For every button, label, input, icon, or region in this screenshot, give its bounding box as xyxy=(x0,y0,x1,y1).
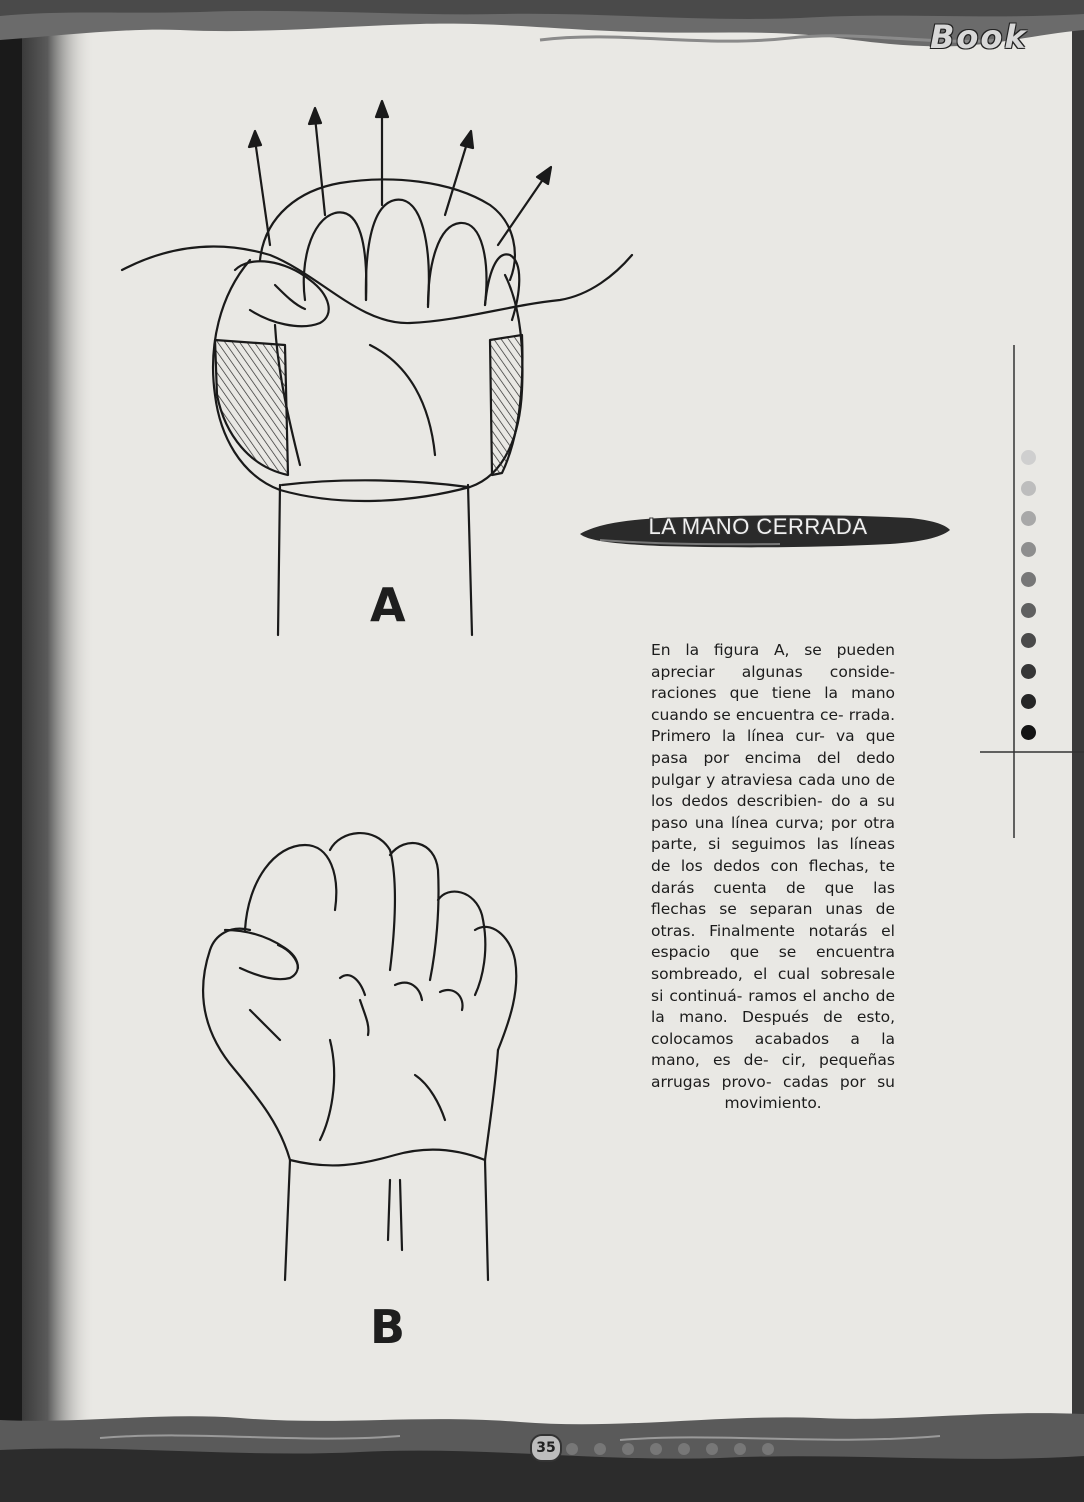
footer-dot xyxy=(594,1443,606,1455)
figure-a-drawing xyxy=(110,95,650,640)
figure-b-drawing xyxy=(190,820,550,1290)
side-dot xyxy=(1021,694,1036,709)
footer-dot xyxy=(734,1443,746,1455)
page-number: 35 xyxy=(530,1434,562,1462)
footer-dot xyxy=(566,1443,578,1455)
section-title: LA MANO CERRADA xyxy=(648,514,868,539)
side-dot xyxy=(1021,511,1036,526)
footer-dot xyxy=(678,1443,690,1455)
side-dot xyxy=(1021,572,1036,587)
footer-dot xyxy=(622,1443,634,1455)
footer-dot xyxy=(650,1443,662,1455)
footer-dot xyxy=(762,1443,774,1455)
figure-a-label: A xyxy=(370,578,406,632)
book-header-label: Book xyxy=(930,18,1028,56)
side-dot xyxy=(1021,725,1036,740)
side-dot-column xyxy=(1021,450,1041,755)
side-dot xyxy=(1021,481,1036,496)
figure-b-label: B xyxy=(370,1300,406,1354)
side-dot xyxy=(1021,664,1036,679)
side-dot xyxy=(1021,633,1036,648)
body-paragraph: En la figura A, se pueden apreciar algunas conside- raciones que tiene la mano cuando se encuentra ce- rrada. Primero la línea cur- va que pasa por encima del dedo pulgar y atraviesa cada uno de los dedos describien- do a su paso una línea curva; por otra parte, si seguimos las líneas de los dedos con flechas, te darás cuenta de que las flechas se separan unas de otras. Finalmente notarás el espacio que se encuentra sombreado, el cual sobresale si continuá- ramos el ancho de la mano. Después de esto, colocamos acabados a la mano, es de- cir, pequeñas arrugas provo- cadas por su movimiento. xyxy=(651,641,895,1113)
side-dot xyxy=(1021,603,1036,618)
footer-dot xyxy=(706,1443,718,1455)
footer-dot-row xyxy=(566,1440,790,1454)
side-dot xyxy=(1021,450,1036,465)
side-dot xyxy=(1021,542,1036,557)
